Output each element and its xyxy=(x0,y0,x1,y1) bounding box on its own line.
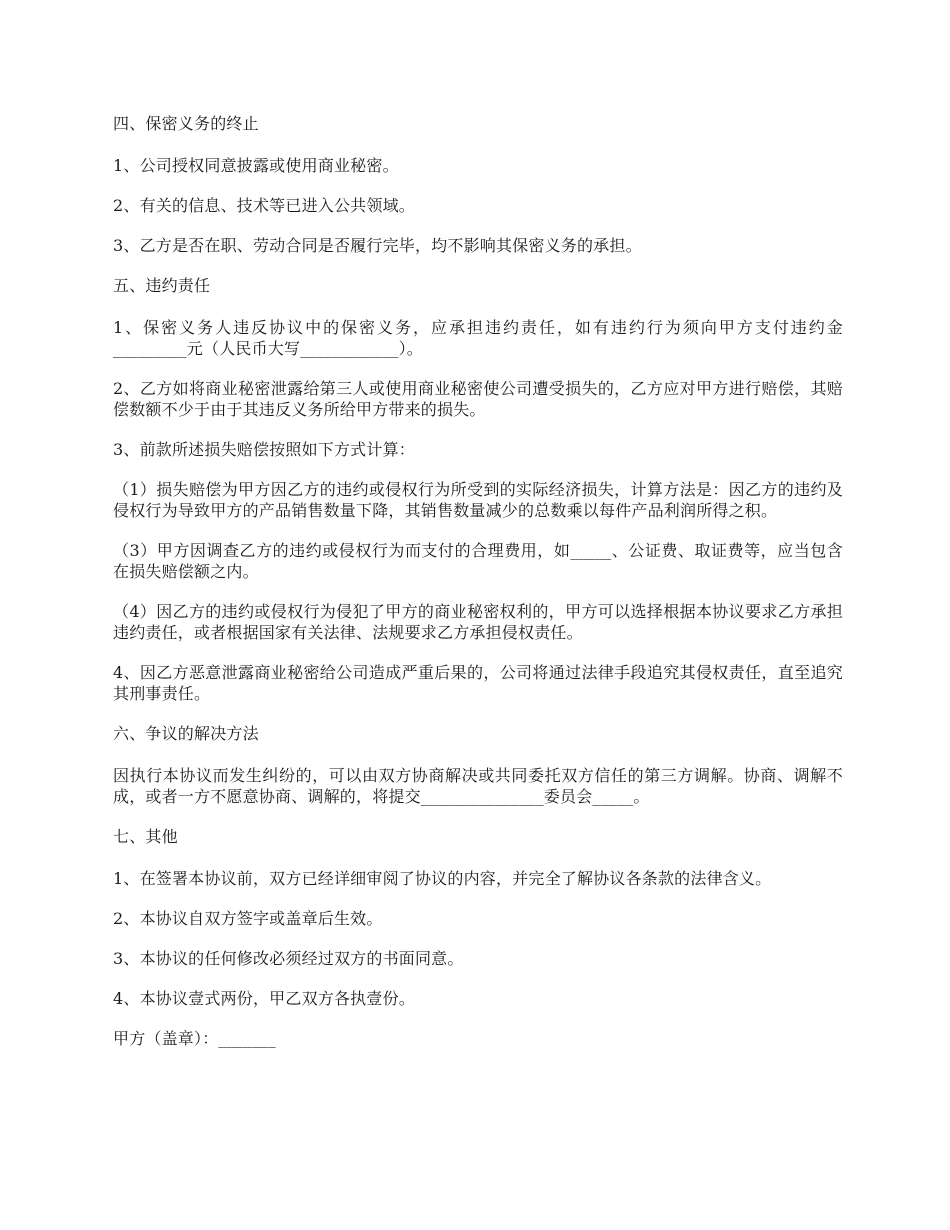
paragraph: 4、本协议壹式两份，甲乙双方各执壹份。 xyxy=(113,989,415,1008)
paragraph: 因执行本协议而发生纠纷的，可以由双方协商解决或共同委托双方信任的第三方调解。协商、调解不成，或者一方不愿意协商、调解的，将提交_______________委员会_____。 xyxy=(113,766,843,806)
paragraph: （3）甲方因调查乙方的违约或侵权行为而支付的合理费用，如_____、公证费、取证费等，应当包含在损失赔偿额之内。 xyxy=(113,541,843,581)
paragraph: 2、有关的信息、技术等已进入公共领域。 xyxy=(113,196,415,215)
paragraph: 1、公司授权同意披露或使用商业秘密。 xyxy=(113,156,399,175)
paragraph: 1、在签署本协议前，双方已经详细审阅了协议的内容，并完全了解协议各条款的法律含义。 xyxy=(113,869,772,888)
paragraph: 2、本协议自双方签字或盖章后生效。 xyxy=(113,909,383,928)
paragraph: （4）因乙方的违约或侵权行为侵犯了甲方的商业秘密权利的，甲方可以选择根据本协议要求乙方承担违约责任，或者根据国家有关法律、法规要求乙方承担侵权责任。 xyxy=(113,602,843,642)
section-heading-other: 七、其他 xyxy=(113,827,178,846)
paragraph: 3、本协议的任何修改必须经过双方的书面同意。 xyxy=(113,949,464,968)
paragraph: （1）损失赔偿为甲方因乙方的违约或侵权行为所受到的实际经济损失，计算方法是：因乙方的违约及侵权行为导致甲方的产品销售数量下降，其销售数量减少的总数乘以每件产品利润所得之积。 xyxy=(113,480,843,520)
document-page xyxy=(113,113,843,1068)
paragraph: 3、前款所述损失赔偿按照如下方式计算： xyxy=(113,440,415,459)
paragraph: 4、因乙方恶意泄露商业秘密给公司造成严重后果的，公司将通过法律手段追究其侵权责任，直至追究其刑事责任。 xyxy=(113,663,843,703)
section-heading-liability: 五、违约责任 xyxy=(113,276,211,295)
signature-line: 甲方（盖章）：_______ xyxy=(113,1029,276,1048)
paragraph: 1、保密义务人违反协议中的保密义务，应承担违约责任，如有违约行为须向甲方支付违约金_________元（人民币大写____________）。 xyxy=(113,318,843,358)
paragraph: 3、乙方是否在职、劳动合同是否履行完毕，均不影响其保密义务的承担。 xyxy=(113,236,642,255)
paragraph: 2、乙方如将商业秘密泄露给第三人或使用商业秘密使公司遭受损失的，乙方应对甲方进行赔偿，其赔偿数额不少于由于其违反义务所给甲方带来的损失。 xyxy=(113,379,843,419)
section-heading-termination: 四、保密义务的终止 xyxy=(113,114,259,133)
section-heading-dispute: 六、争议的解决方法 xyxy=(113,724,259,743)
